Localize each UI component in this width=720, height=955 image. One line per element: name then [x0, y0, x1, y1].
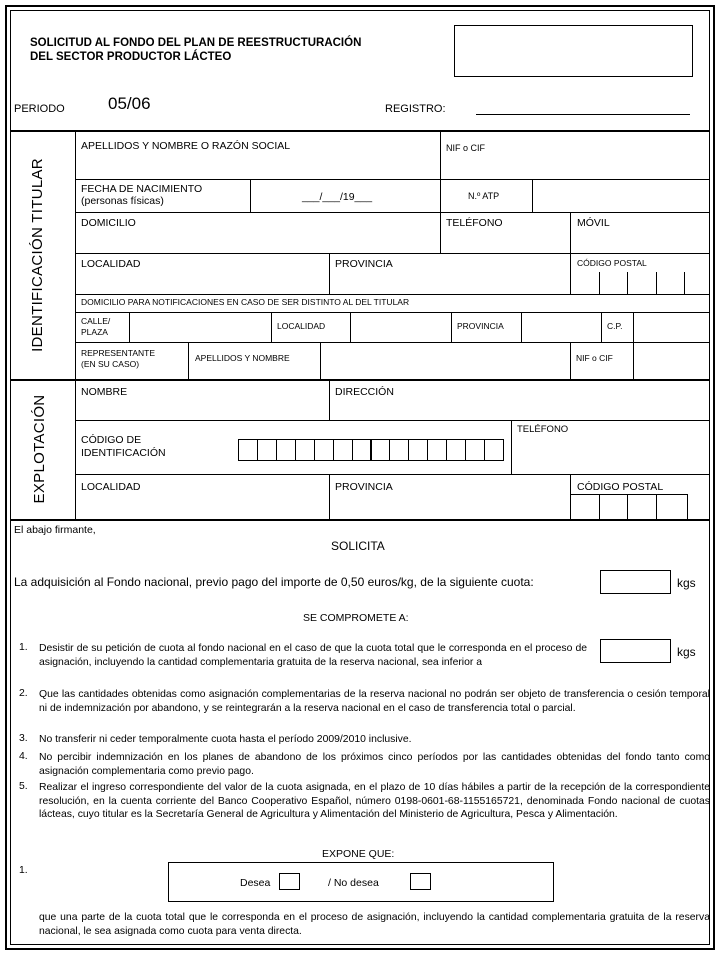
calle-label-line2: PLAZA [81, 327, 108, 337]
divider [129, 312, 130, 342]
calle-label-line1: CALLE/ [81, 316, 111, 326]
compromete-heading: SE COMPROMETE A: [303, 612, 409, 624]
divider [440, 179, 441, 212]
divider [601, 312, 602, 342]
item-2-text: Que las cantidades obtenidas como asignación complementarias de la reserva nacional no podrán ser objeto de transferencia o cesión temporal ni de indemnización por abandono, y se reintegrarán a la reserva nacional en el caso de transferencia total o parcial. [39, 689, 710, 714]
cp-label: CÓDIGO POSTAL [577, 258, 647, 268]
notif-localidad-label: LOCALIDAD [277, 321, 326, 331]
divider [329, 253, 330, 294]
kgs-label-2: kgs [677, 645, 696, 659]
desea-checkbox[interactable] [279, 873, 300, 890]
fecha-label-text: FECHA DE NACIMIENTO [81, 183, 203, 195]
item-1-text: Desistir de su petición de cuota al fondo nacional en el caso de que la cuota total que le corresponda en el proceso de asignación, incluyendo la cantidad complementaria gratuita de la reserva nacional, sea inferior a [39, 643, 587, 668]
titular-section-label: IDENTIFICACIÓN TITULAR [29, 158, 46, 352]
divider [76, 179, 710, 180]
cuota-input[interactable] [600, 570, 671, 594]
code-cell[interactable] [276, 439, 296, 461]
final-text: que una parte de la cuota total que le corresponda en el proceso de asignación, incluyendo la cantidad complementaria gratuita de la reserva nacional, le sea asignada como cuota para venta directa. [39, 912, 710, 937]
divider [350, 312, 351, 342]
adquisicion-text: La adquisición al Fondo nacional, previo pago del importe de 0,50 euros/kg, de la siguiente cuota: [14, 575, 534, 589]
divider [633, 312, 634, 342]
exp-direccion-label: DIRECCIÓN [335, 386, 394, 398]
notif-provincia-label: PROVINCIA [457, 321, 504, 331]
item-3-text: No transferir ni ceder temporalmente cuota hasta el período 2009/2010 inclusive. [39, 734, 412, 745]
code-cell[interactable] [257, 439, 277, 461]
nif-label: NIF o CIF [446, 143, 486, 153]
divider [570, 474, 571, 519]
divider [627, 272, 628, 294]
representante-line2: (EN SU CASO) [81, 359, 140, 369]
fecha-placeholder[interactable]: ___/___/19___ [302, 191, 373, 203]
code-cell[interactable] [314, 439, 334, 461]
item-5-number: 5. [19, 781, 28, 792]
divider [271, 312, 272, 342]
exp-cp-label: CÓDIGO POSTAL [577, 481, 664, 493]
expone-heading: EXPONE QUE: [322, 848, 395, 860]
notif-label: DOMICILIO PARA NOTIFICACIONES EN CASO DE SER DISTINTO AL DEL TITULAR [81, 297, 410, 307]
item-3-number: 3. [19, 733, 28, 744]
representante-line1: REPRESENTANTE [81, 348, 155, 358]
divider [329, 474, 330, 519]
representante-label [81, 348, 155, 370]
divider [250, 179, 251, 212]
divider [570, 342, 571, 379]
divider [76, 474, 710, 475]
periodo-label: PERIODO [14, 103, 65, 115]
form-title-line1: SOLICITUD AL FONDO DEL PLAN DE REESTRUCTURACIÓN [30, 37, 362, 49]
exp-codigo-boxes[interactable] [238, 439, 503, 461]
periodo-value: 05/06 [108, 94, 151, 113]
item-1-number: 1. [19, 642, 28, 653]
divider [451, 312, 452, 342]
divider [532, 179, 533, 212]
divider [570, 494, 688, 495]
divider [329, 380, 330, 420]
code-cell[interactable] [446, 439, 466, 461]
divider [656, 272, 657, 294]
atp-label: N.º ATP [468, 191, 500, 201]
code-cell[interactable] [352, 439, 372, 461]
divider [599, 494, 600, 519]
exp-provincia-label: PROVINCIA [335, 481, 393, 493]
desea-label: Desea [240, 877, 271, 889]
divider [570, 212, 571, 253]
explotacion-section-label: EXPLOTACIÓN [31, 394, 48, 504]
explotacion-body-divider [10, 519, 710, 521]
registro-label: REGISTRO: [385, 103, 446, 115]
domicilio-label: DOMICILIO [81, 217, 136, 229]
form-title [30, 36, 361, 64]
registro-line[interactable] [476, 114, 690, 115]
divider [570, 253, 571, 294]
divider [320, 342, 321, 379]
no-desea-checkbox[interactable] [410, 873, 431, 890]
localidad-label: LOCALIDAD [81, 258, 141, 270]
stamp-box[interactable] [454, 25, 693, 77]
expone-number: 1. [19, 865, 28, 876]
explotacion-label-divider [75, 380, 76, 519]
exp-codigo-line2: IDENTIFICACIÓN [81, 447, 166, 459]
divider [188, 342, 189, 379]
notif-cp-label: C.P. [607, 321, 623, 331]
apellidos-label: APELLIDOS Y NOMBRE O RAZÓN SOCIAL [81, 140, 291, 152]
code-cell[interactable] [333, 439, 353, 461]
divider [684, 272, 685, 294]
item-4-text: No percibir indemnización en los planes de abandono de los próximos cinco períodos por las cantidades obtenidas del fondo tanto como asignación complementaria como previo pago. [39, 752, 710, 777]
divider [511, 420, 512, 474]
provincia-label: PROVINCIA [335, 258, 393, 270]
solicita-heading: SOLICITA [331, 539, 385, 553]
movil-label: MÓVIL [577, 217, 610, 229]
header-divider [10, 130, 710, 132]
code-cell[interactable] [484, 439, 504, 461]
code-cell[interactable] [408, 439, 428, 461]
rep-apellidos-label: APELLIDOS Y NOMBRE [195, 353, 290, 363]
exp-nombre-label: NOMBRE [81, 386, 128, 398]
divider [76, 294, 710, 295]
divider [440, 131, 441, 179]
divider [440, 212, 441, 253]
item-4-number: 4. [19, 751, 28, 762]
code-cell[interactable] [465, 439, 485, 461]
code-cell[interactable] [389, 439, 409, 461]
divider [627, 494, 628, 519]
divider [599, 272, 600, 294]
fecha-label [81, 183, 202, 207]
exp-codigo-label [81, 434, 166, 460]
minimo-input[interactable] [600, 639, 671, 663]
titular-explotacion-divider [10, 379, 710, 381]
divider [687, 494, 688, 519]
exp-localidad-label: LOCALIDAD [81, 481, 141, 493]
code-cell[interactable] [295, 439, 315, 461]
divider [76, 253, 710, 254]
code-cell[interactable] [371, 439, 391, 461]
divider [76, 212, 710, 213]
calle-label [81, 316, 110, 338]
no-desea-label: / No desea [328, 877, 379, 889]
firmante-text: El abajo firmante, [14, 524, 96, 536]
fecha-sub-text: (personas físicas) [81, 195, 164, 207]
exp-codigo-line1: CÓDIGO DE [81, 434, 142, 446]
rep-nif-label: NIF o CIF [576, 353, 613, 363]
item-2-number: 2. [19, 688, 28, 699]
divider [76, 420, 710, 421]
form-title-line2: DEL SECTOR PRODUCTOR LÁCTEO [30, 51, 232, 63]
exp-telefono-label: TELÉFONO [517, 424, 569, 435]
code-cell[interactable] [427, 439, 447, 461]
item-5-text: Realizar el ingreso correspondiente del valor de la cuota asignada, en el plazo de 10 días hábiles a partir de la recepción de la correspondiente resolución, en la cuenta corriente del Banco Cooperativo Español, número 0198-0601-68-1155165721, denominada Fondo nacional de cuotas lácteas, cuyo titular es la Secretaría General de Agricultura y Alimentación del Ministerio de Agricultura, Pesca y Alimentación. [39, 782, 710, 820]
telefono-label: TELÉFONO [446, 217, 503, 229]
divider [633, 342, 634, 379]
divider [656, 494, 657, 519]
divider [521, 312, 522, 342]
divider [76, 342, 710, 343]
divider [76, 312, 710, 313]
kgs-label-1: kgs [677, 576, 696, 590]
code-cell[interactable] [238, 439, 258, 461]
